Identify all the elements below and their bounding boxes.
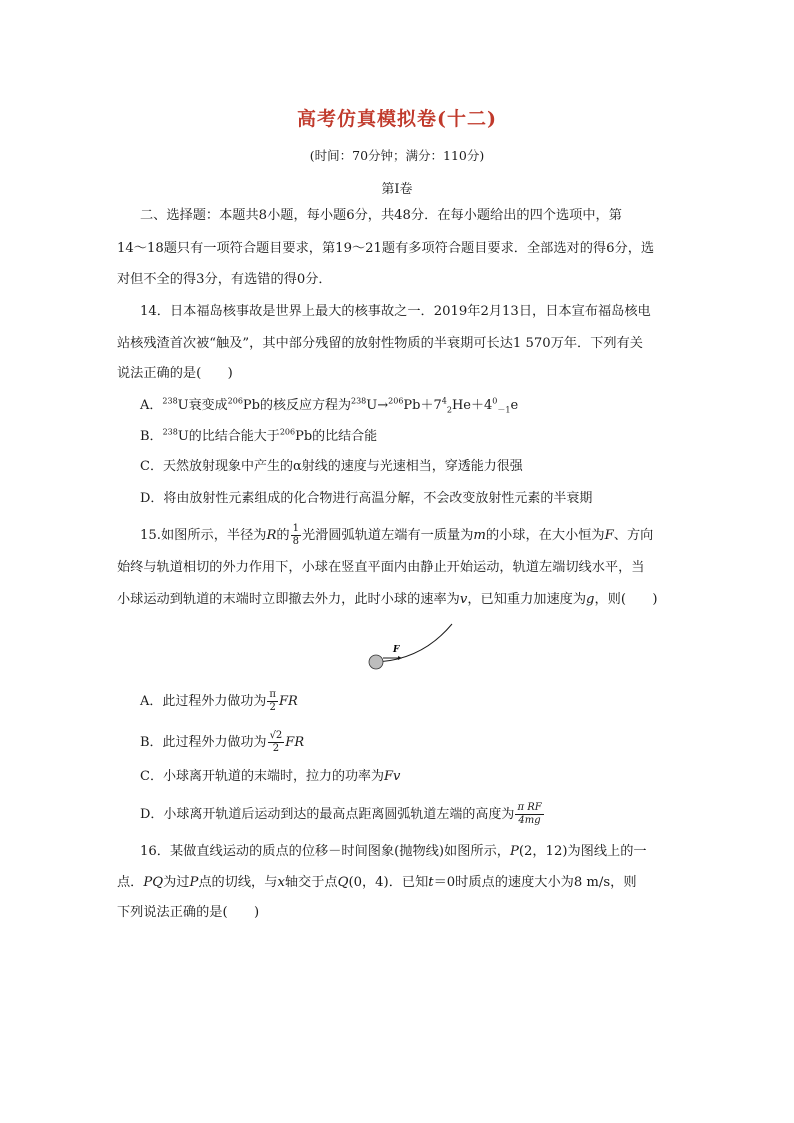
fraction-denominator: 2	[272, 743, 280, 754]
q14-stem-line-2: 站核残渣首次被“触及”，其中部分残留的放射性物质的半衰期可长达1 570万年．下列有关	[117, 336, 643, 351]
math-var: P	[189, 875, 199, 890]
fraction-numerator: 1	[292, 523, 299, 534]
section-instructions-line-1: 二、选择题：本题共8小题，每小题6分，共48分．在每小题给出的四个选项中，第	[140, 208, 622, 223]
q15-stem-line-1	[140, 524, 653, 547]
math-expression: FR	[285, 735, 305, 750]
mass-number: 206	[279, 427, 296, 437]
arc-track	[376, 624, 452, 662]
q14-stem-line-3: 说法正确的是( )	[117, 366, 233, 381]
fraction	[267, 690, 278, 713]
stem-text: ＝0时质点的速度大小为8 m/s，则	[433, 875, 637, 890]
mass-number: 206	[388, 396, 404, 406]
stem-text: (2，12)为图线上的一	[518, 844, 647, 859]
stem-text: (0，4)．已知	[348, 875, 429, 890]
section-instructions-line-3: 对但不全的得3分，有选错的得0分．	[117, 272, 332, 287]
option-text: U衰变成	[177, 398, 228, 413]
q14-stem-line-1: 14．日本福岛核事故是世界上最大的核事故之一．2019年2月13日，日本宣布福岛核电	[140, 304, 651, 319]
fraction	[515, 803, 543, 826]
stem-text: 点的切线，与	[198, 875, 278, 890]
stem-text: 光滑圆弧轨道左端有一质量为	[301, 528, 474, 543]
math-expression: Fv	[383, 769, 401, 784]
q14-option-d[interactable]: D．将由放射性元素组成的化合物进行高温分解，不会改变放射性元素的半衰期	[140, 491, 593, 506]
math-var: Q	[337, 875, 349, 890]
exam-info: (时间：70分钟；满分：110分)	[309, 148, 485, 163]
mass-number: 4	[441, 396, 447, 406]
math-var: t	[428, 875, 434, 890]
q14-option-b[interactable]	[140, 427, 377, 447]
volume-heading: 第Ⅰ卷	[381, 182, 413, 197]
mass-number: 0	[492, 396, 498, 406]
option-text: U的比结合能大于	[177, 429, 280, 444]
fraction-denominator: 4mg	[518, 815, 541, 826]
mass-number: 238	[162, 427, 178, 437]
q14-option-c[interactable]: C．天然放射现象中产生的α射线的速度与光速相当，穿透能力很强	[140, 459, 523, 474]
q16-stem-line-1	[140, 842, 647, 862]
stem-text: 轴交于点	[284, 875, 338, 890]
math-var: PQ	[143, 875, 164, 890]
math-var: R	[266, 528, 277, 543]
force-arrowhead-icon	[398, 656, 402, 660]
stem-text: 的小球，在大小恒为	[485, 528, 605, 543]
q16-stem-line-3: 下列说法正确的是( )	[117, 905, 260, 920]
fraction-numerator: √2	[269, 730, 283, 741]
option-text: A．此过程外力做功为	[140, 694, 267, 709]
fraction	[291, 524, 301, 547]
math-var: v	[459, 592, 468, 607]
math-var: F	[604, 528, 614, 543]
stem-text: ，已知重力加速度为	[467, 592, 587, 607]
ball-icon	[369, 655, 383, 669]
mass-number: 238	[162, 396, 178, 406]
option-text: Pb的比结合能	[295, 429, 378, 444]
stem-text: 的	[276, 528, 290, 543]
option-text: U→	[366, 398, 389, 413]
fraction	[268, 731, 285, 754]
stem-text: 15.如图所示，半径为	[140, 528, 267, 543]
option-text: C．小球离开轨道的末端时，拉力的功率为	[140, 769, 384, 784]
stem-text: 为过	[163, 875, 190, 890]
option-letter: A．	[140, 398, 163, 413]
q15-option-c[interactable]	[140, 767, 400, 787]
fraction-numerator: π	[269, 689, 276, 700]
stem-text: 点．	[117, 875, 144, 890]
q15-stem-line-3	[117, 590, 658, 610]
mass-number: 206	[227, 396, 243, 406]
math-var: g	[586, 592, 595, 607]
stem-text: 小球运动到轨道的末端时立即撤去外力，此时小球的速率为	[117, 592, 460, 607]
option-text: He＋4	[451, 398, 493, 413]
q16-stem-line-2	[117, 873, 637, 893]
fraction-denominator: 2	[269, 702, 276, 713]
option-text: D．小球离开轨道后运动到达的最高点距离圆弧轨道左端的高度为	[140, 807, 515, 822]
mass-number: 238	[351, 396, 367, 406]
math-expression: FR	[278, 694, 298, 709]
arc-track-figure	[362, 620, 462, 672]
q15-option-d[interactable]	[140, 803, 545, 826]
math-var: P	[509, 844, 519, 859]
q15-option-a[interactable]	[140, 690, 298, 713]
q15-stem-line-2: 始终与轨道相切的外力作用下，小球在竖直平面内由静止开始运动，轨道左端切线水平，当	[117, 560, 645, 575]
page-title: 高考仿真模拟卷(十二)	[297, 108, 497, 130]
stem-text: 、方向	[613, 528, 654, 543]
option-text: Pb的核反应方程为	[242, 398, 351, 413]
stem-text: ，则( )	[594, 592, 658, 607]
math-var: m	[473, 528, 486, 543]
fraction-denominator: 8	[292, 536, 299, 547]
option-letter: B．	[140, 429, 163, 444]
q14-option-a[interactable]	[140, 396, 518, 416]
fraction-numerator: π RF	[517, 802, 542, 813]
option-text: B．此过程外力做功为	[140, 735, 267, 750]
force-label: F	[393, 645, 400, 655]
option-text: Pb＋7	[403, 398, 442, 413]
atomic-number: －1	[497, 405, 511, 415]
q15-option-b[interactable]	[140, 731, 304, 754]
atomic-number: 2	[446, 405, 452, 415]
section-instructions-line-2: 14～18题只有一项符合题目要求，第19～21题有多项符合题目要求．全部选对的得6分，选	[117, 241, 655, 256]
math-var: x	[277, 875, 285, 890]
option-text: e	[510, 398, 519, 413]
stem-text: 16．某做直线运动的质点的位移－时间图象(抛物线)如图所示，	[140, 844, 510, 859]
